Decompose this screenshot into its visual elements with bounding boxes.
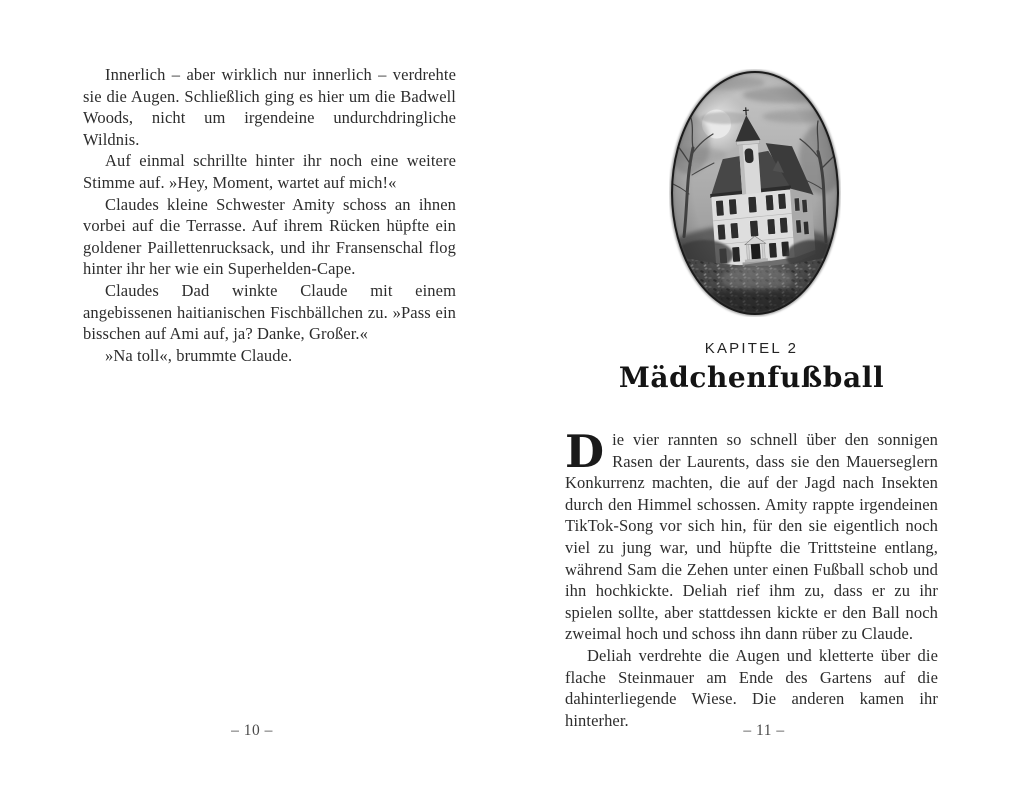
paragraph: Claudes kleine Schwester Amity schoss an ihnen vorbei auf die Terrasse. Auf ihrem Rücken hüpfte ein goldener Paillettenrucksack, und ihr Fransenschal flog hinter ihr her wie ein Superhelden-Cape. xyxy=(83,194,456,279)
page-right-body xyxy=(565,425,938,731)
drop-cap: D xyxy=(565,425,605,478)
paragraph: Deliah verdrehte die Augen und kletterte über die flache Steinmauer am Ende des Gartens auf die dahinterliegende Wiese. Die anderen kamen ihr hinterher. xyxy=(565,645,938,730)
haunted-house-illustration xyxy=(669,69,841,317)
chapter-illustration xyxy=(669,69,841,317)
paragraph: Innerlich – aber wirklich nur innerlich – verdrehte sie die Augen. Schließlich ging es hier um die Badwell Woods, nicht um irgendeine undurchdringliche Wildnis. xyxy=(83,65,456,149)
page-number-left: – 10 – xyxy=(231,722,273,739)
paragraph: Auf einmal schrillte hinter ihr noch eine weitere Stimme auf. »Hey, Moment, wartet auf mich!« xyxy=(83,151,456,192)
page-left-body xyxy=(83,64,456,366)
paragraph-with-dropcap xyxy=(565,425,938,645)
paragraph-text: ie vier rannten so schnell über den sonnigen Rasen der Laurents, dass sie den Mauerseglern Konkurrenz machten, die auf der Jagd nach Insekten durch den Himmel schossen. Amity rappte irgendeinen TikTok-Song vor sich hin, für den sie eigentlich noch viel zu jung war, und hüpfte die Trittsteine entlang, während Sam die Zehen unter einen Fußball schob und ihn hochkickte. Deliah rief ihm zu, dass er zu ihr spielen sollte, aber stattdessen kickte er den Ball noch zweimal hoch und schoss ihn dann rüber zu Claude. xyxy=(565,430,938,644)
page-number-right: – 11 – xyxy=(743,722,785,739)
paragraph: Claudes Dad winkte Claude mit einem angebissenen haitianischen Fischbällchen zu. »Pass ein bisschen auf Ami auf, ja? Danke, Großer.« xyxy=(83,280,456,344)
chapter-label: KAPITEL 2 xyxy=(704,340,799,357)
chapter-title: Mädchenfußball xyxy=(618,361,885,394)
paragraph: »Na toll«, brummte Claude. xyxy=(105,345,293,365)
